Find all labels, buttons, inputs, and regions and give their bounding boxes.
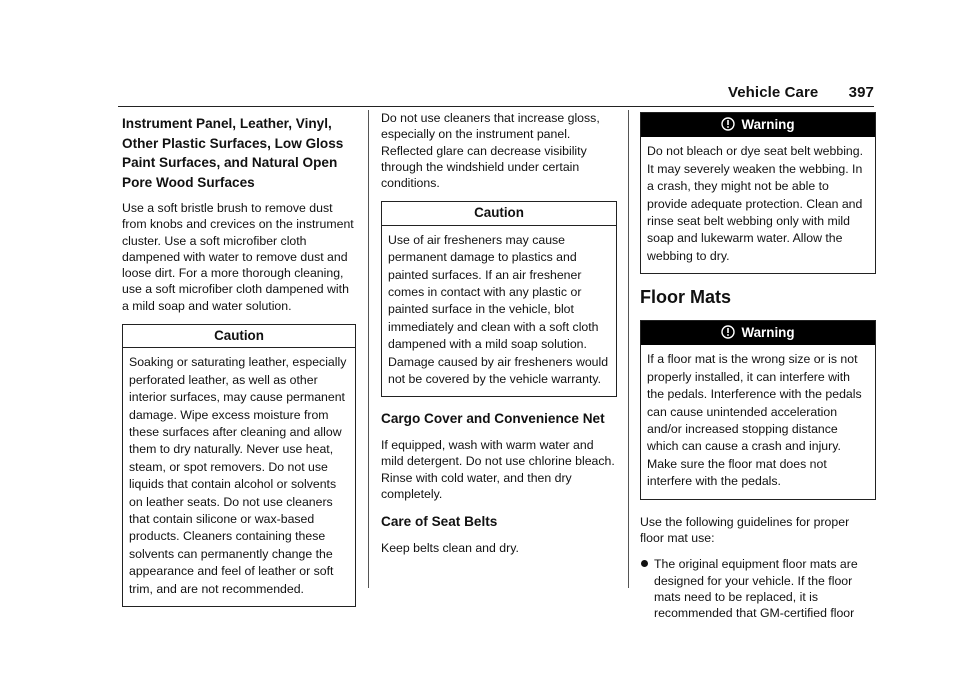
warning-icon [721,325,735,339]
warning-header [641,321,875,345]
caution-title: Caution [123,325,355,348]
floor-mat-bullet-list [640,556,876,621]
page-header [728,84,874,101]
section-heading-floor-mats: Floor Mats [640,287,732,308]
warning-title: Warning [741,325,795,341]
caution-text: Use of air fresheners may cause permanent damage to plastics and painted surfaces. If an air freshener comes in contact with any plastic or painted surface in the vehicle, blot immediately and clean with a soft cloth dampened with a mild soap solution. Damage caused by air fresheners would not be covered by the vehicle warranty. [388,232,609,387]
caution-box-air-freshener [381,201,617,397]
section-heading-instrument-panel: Instrument Panel, Leather, Vinyl, Other Plastic Surfaces, Low Gloss Paint Surfaces, and Natural Open Pore Wood Surfaces [122,116,344,190]
warning-box-floor-mat [640,320,876,500]
caution-box-leather [122,324,356,607]
section-heading-cargo-cover: Cargo Cover and Convenience Net [381,411,605,427]
warning-box-seat-belt [640,112,876,274]
column-divider-2 [628,110,629,588]
gloss-paragraph: Do not use cleaners that increase gloss, especially on the instrument panel. Reflected glare can decrease visibility through the windshield under certain conditions. [381,111,600,191]
caution-title: Caution [382,202,616,225]
section-heading-seat-belts: Care of Seat Belts [381,514,498,530]
column-3 [640,110,876,621]
warning-header [641,113,875,137]
caution-text: Soaking or saturating leather, especially perforated leather, as well as other interior surfaces, may cause permanent damage. Wipe excess moisture from these surfaces after cleaning and allow them to dry naturally. Never use heat, steam, or spot removers. Do not use liquids that contain alcohol or solvents on leather seats. Do not use cleaners that contain silicone or wax-based products. Cleaners containing these solvents can permanently change the appearance and feel of leather or soft trim, and are not recommended. [129,355,347,596]
header-rule [118,106,874,107]
seat-belts-paragraph: Keep belts clean and dry. [381,540,519,555]
bullet-icon [641,560,648,567]
instrument-panel-paragraph: Use a soft bristle brush to remove dust from knobs and crevices on the instrument cluster. Use a soft microfiber cloth dampened with water to remove dust and loose dirt. For a more thorough cleaning, use a soft microfiber cloth dampened with a mild soap and water solution. [122,201,354,313]
warning-text: If a floor mat is the wrong size or is not properly installed, it can interfere with the pedals. Interference with the pedals can cause unintended acceleration and/or increased stopping distance which can cause a crash and injury. Make sure the floor mat does not interfere with the pedals. [647,352,862,489]
cargo-cover-paragraph: If equipped, wash with warm water and mild detergent. Do not use chlorine bleach. Rinse with cold water, and then dry completely. [381,437,615,501]
section-title: Vehicle Care [727,84,819,101]
page-number: 397 [848,84,874,101]
warning-title: Warning [741,117,795,132]
column-2 [381,110,617,566]
column-divider-1 [368,110,369,588]
floor-mat-guidelines: Use the following guidelines for proper floor mat use: [640,514,850,545]
warning-text: Do not bleach or dye seat belt webbing. It may severely weaken the webbing. In a crash, they might not be able to provide adequate protection. Clean and rinse seat belt webbing only with mild soap and lukewarm water. Allow the webbing to dry. [647,144,864,263]
list-item [640,556,876,621]
column-1 [122,110,356,619]
warning-icon [721,117,735,131]
bullet-text: The original equipment floor mats are designed for your vehicle. If the floor mats need to be replaced, it is recommended that GM-certified floor [654,557,858,621]
